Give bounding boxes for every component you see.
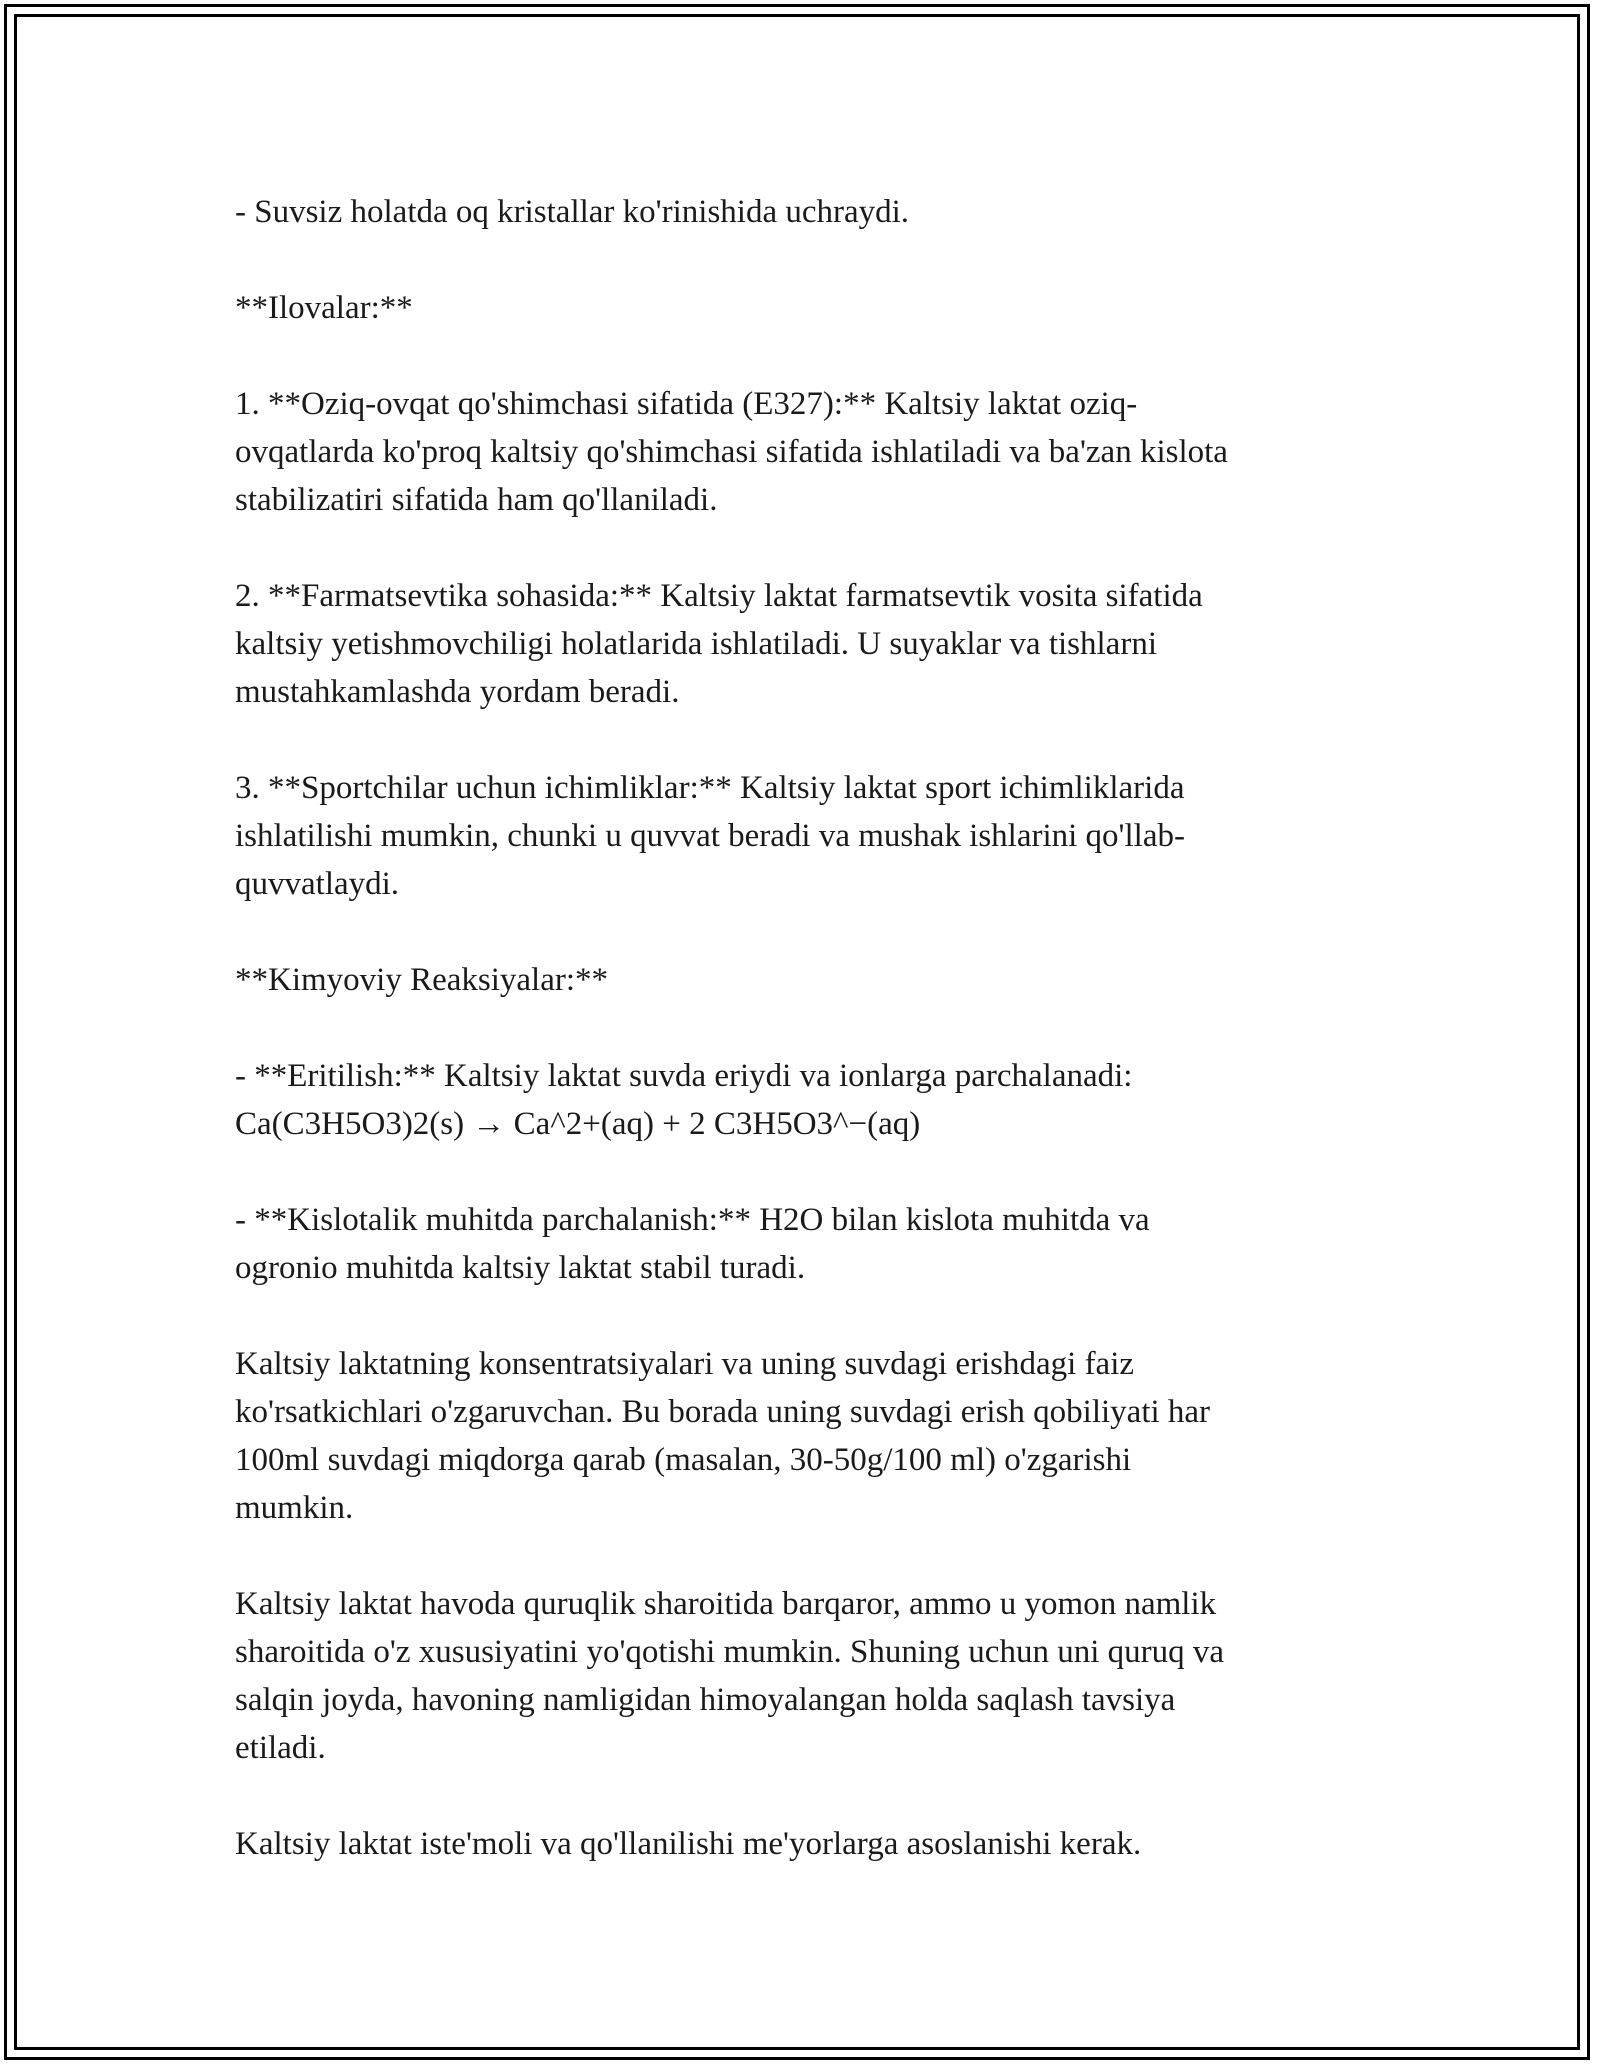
text-line: Kaltsiy laktatning konsentratsiyalari va uning suvdagi erishdagi faiz (235, 1346, 1135, 1382)
bullet-acidic-decomposition (235, 1196, 1365, 1292)
list-item-sports-drinks (235, 764, 1365, 908)
heading-chemical-reactions (235, 956, 1365, 1004)
list-item-pharmaceutical (235, 572, 1365, 716)
text-line: ko'rsatkichlari o'zgaruvchan. Bu borada uning suvdagi erish qobiliyati har (235, 1394, 1211, 1430)
text-line: - **Kislotalik muhitda parchalanish:** H2O bilan kislota muhitda va (235, 1202, 1150, 1238)
text-line: sharoitida o'z xususiyatini yo'qotishi mumkin. Shuning uchun uni quruq va (235, 1634, 1225, 1670)
text-line: mumkin. (235, 1490, 354, 1526)
text-line: kaltsiy yetishmovchiligi holatlarida ishlatiladi. U suyaklar va tishlarni (235, 626, 1157, 662)
text-line: etiladi. (235, 1730, 326, 1766)
text-line: - Suvsiz holatda oq kristallar ko'rinishida uchraydi. (235, 194, 910, 230)
text-line: 100ml suvdagi miqdorga qarab (masalan, 30-50g/100 ml) o'zgarishi (235, 1442, 1132, 1478)
text-line: ovqatlarda ko'proq kaltsiy qo'shimchasi sifatida ishlatiladi va ba'zan kislota (235, 434, 1228, 470)
list-item-food-additive (235, 380, 1365, 524)
text-line: **Kimyoviy Reaksiyalar:** (235, 962, 609, 998)
heading-applications (235, 284, 1365, 332)
bullet-dissolution (235, 1052, 1365, 1148)
paragraph-storage (235, 1580, 1365, 1772)
text-line: - **Eritilish:** Kaltsiy laktat suvda eriydi va ionlarga parchalanadi: (235, 1058, 1133, 1094)
reaction-equation: Ca(C3H5O3)2(s) → Ca^2+(aq) + 2 C3H5O3^−(aq) (235, 1106, 921, 1142)
text-line: 1. **Oziq-ovqat qo'shimchasi sifatida (E327):** Kaltsiy laktat oziq- (235, 386, 1138, 422)
paragraph-solubility (235, 1340, 1365, 1532)
text-line: Kaltsiy laktat iste'moli va qo'llanilishi me'yorlarga asoslanishi kerak. (235, 1826, 1142, 1862)
text-line: 2. **Farmatsevtika sohasida:** Kaltsiy laktat farmatsevtik vosita sifatida (235, 578, 1203, 614)
text-line: 3. **Sportchilar uchun ichimliklar:** Kaltsiy laktat sport ichimliklarida (235, 770, 1185, 806)
text-line: **Ilovalar:** (235, 290, 413, 326)
text-line: ogronio muhitda kaltsiy laktat stabil turadi. (235, 1250, 806, 1286)
document-body (235, 188, 1365, 1868)
bullet-anhydrous-form (235, 188, 1365, 236)
text-line: quvvatlaydi. (235, 866, 400, 902)
text-line: ishlatilishi mumkin, chunki u quvvat beradi va mushak ishlarini qo'llab- (235, 818, 1185, 854)
text-line: Kaltsiy laktat havoda quruqlik sharoitida barqaror, ammo u yomon namlik (235, 1586, 1217, 1622)
paragraph-conclusion (235, 1820, 1365, 1868)
text-line: stabilizatiri sifatida ham qo'llaniladi. (235, 482, 718, 518)
text-line: mustahkamlashda yordam beradi. (235, 674, 680, 710)
text-line: salqin joyda, havoning namligidan himoyalangan holda saqlash tavsiya (235, 1682, 1176, 1718)
